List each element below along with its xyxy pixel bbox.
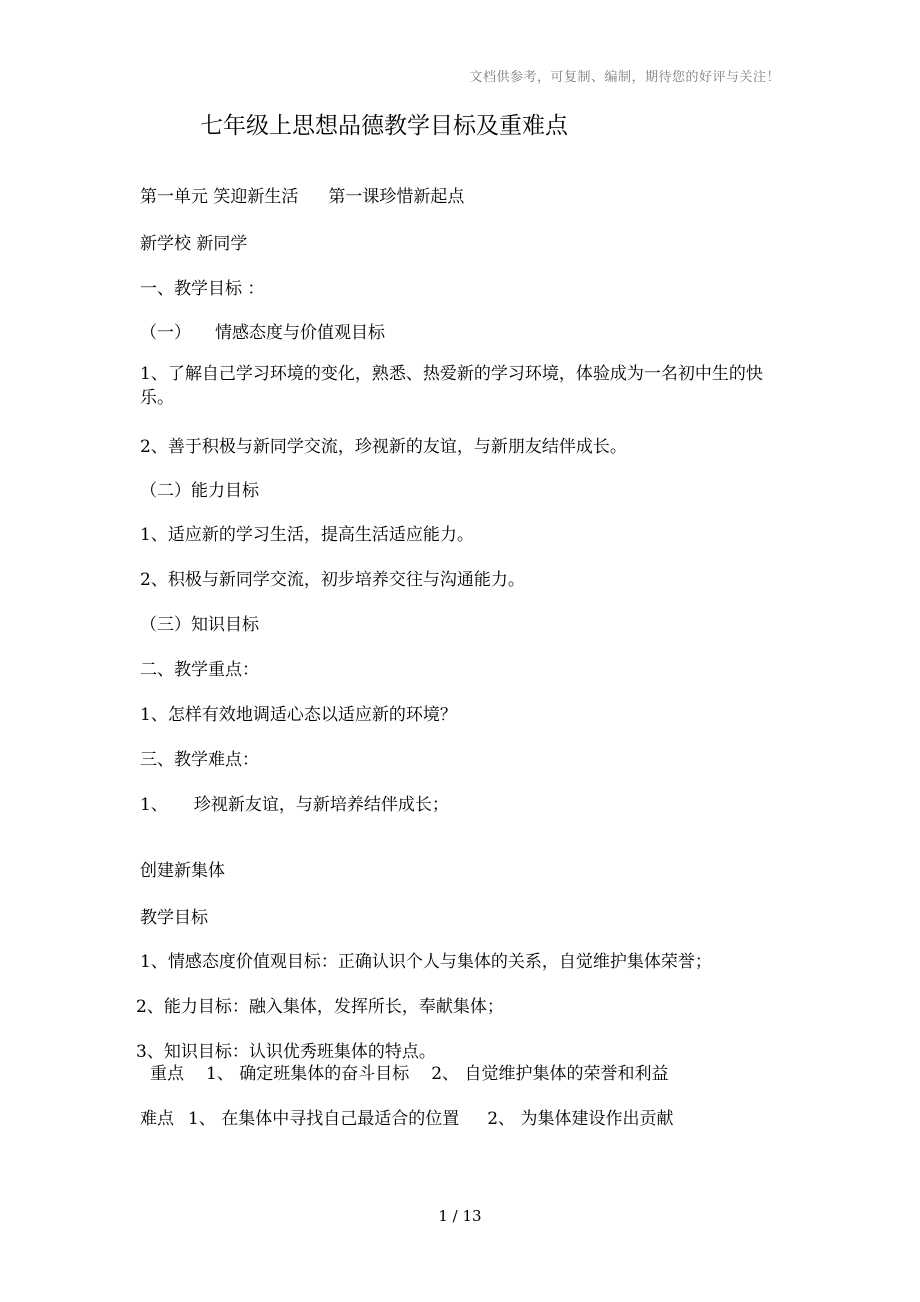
lesson-label: 第一课珍惜新起点 <box>328 187 465 207</box>
key-points-heading: 二、教学重点： <box>140 660 259 680</box>
key-point-item: 2、 自觉维护集体的荣誉和利益 <box>431 1064 669 1084</box>
ability-item: 1、适应新的学习生活，提高生活适应能力。 <box>140 525 474 545</box>
ability-goals-heading: （二）能力目标 <box>140 481 259 501</box>
difficulty-item: 2、 为集体建设作出贡献 <box>487 1109 674 1129</box>
difficulties-label: 难点 <box>140 1109 174 1129</box>
unit-label: 第一单元 笑迎新生活 <box>140 187 299 207</box>
knowledge-goals-heading: （三）知识目标 <box>140 615 259 635</box>
emotion-goals-heading <box>140 318 385 343</box>
emotion-item: 2、善于积极与新同学交流，珍视新的友谊，与新朋友结伴成长。 <box>140 437 627 457</box>
page-title: 七年级上思想品德教学目标及重难点 <box>200 113 568 139</box>
goals-heading: 一、教学目标 ： <box>140 279 265 299</box>
section-subtitle: 创建新集体 <box>140 861 225 881</box>
page-number: 1 / 13 <box>438 1207 482 1225</box>
key-point-item: 1、怎样有效地调适心态以适应新的环境？ <box>140 705 457 725</box>
difficulty-text: 珍视新友谊，与新培养结伴成长； <box>193 795 449 815</box>
unit-heading <box>140 182 464 207</box>
goal-item: 2、能力目标：融入集体，发挥所长，奉献集体； <box>136 997 504 1017</box>
difficulty-item <box>140 790 449 815</box>
header-note: 文档供参考，可复制、编制，期待您的好评与关注！ <box>469 70 780 85</box>
key-point-item: 1、 确定班集体的奋斗目标 <box>206 1064 410 1084</box>
emotion-text: 情感态度与价值观目标 <box>215 323 385 343</box>
key-points-label: 重点 <box>150 1064 184 1084</box>
goal-item: 3、知识目标：认识优秀班集体的特点。 <box>136 1042 436 1062</box>
difficulty-heading: 三、教学难点： <box>140 750 259 770</box>
emotion-num: （一） <box>140 323 191 343</box>
difficulty-item: 1、 在集体中寻找自己最适合的位置 <box>188 1109 460 1129</box>
key-points-row <box>150 1059 668 1084</box>
emotion-item: 1、了解自己学习环境的变化，熟悉、热爱新的学习环境，体验成为一名初中生的快乐。 <box>140 364 763 408</box>
goals-heading: 教学目标 <box>140 908 208 928</box>
difficulties-row <box>140 1104 673 1129</box>
difficulty-num: 1、 <box>140 795 168 815</box>
section-subtitle: 新学校 新同学 <box>140 234 248 254</box>
ability-item: 2、积极与新同学交流，初步培养交往与沟通能力。 <box>140 570 525 590</box>
goal-item: 1、情感态度价值观目标：正确认识个人与集体的关系，自觉维护集体荣誉； <box>140 952 712 972</box>
